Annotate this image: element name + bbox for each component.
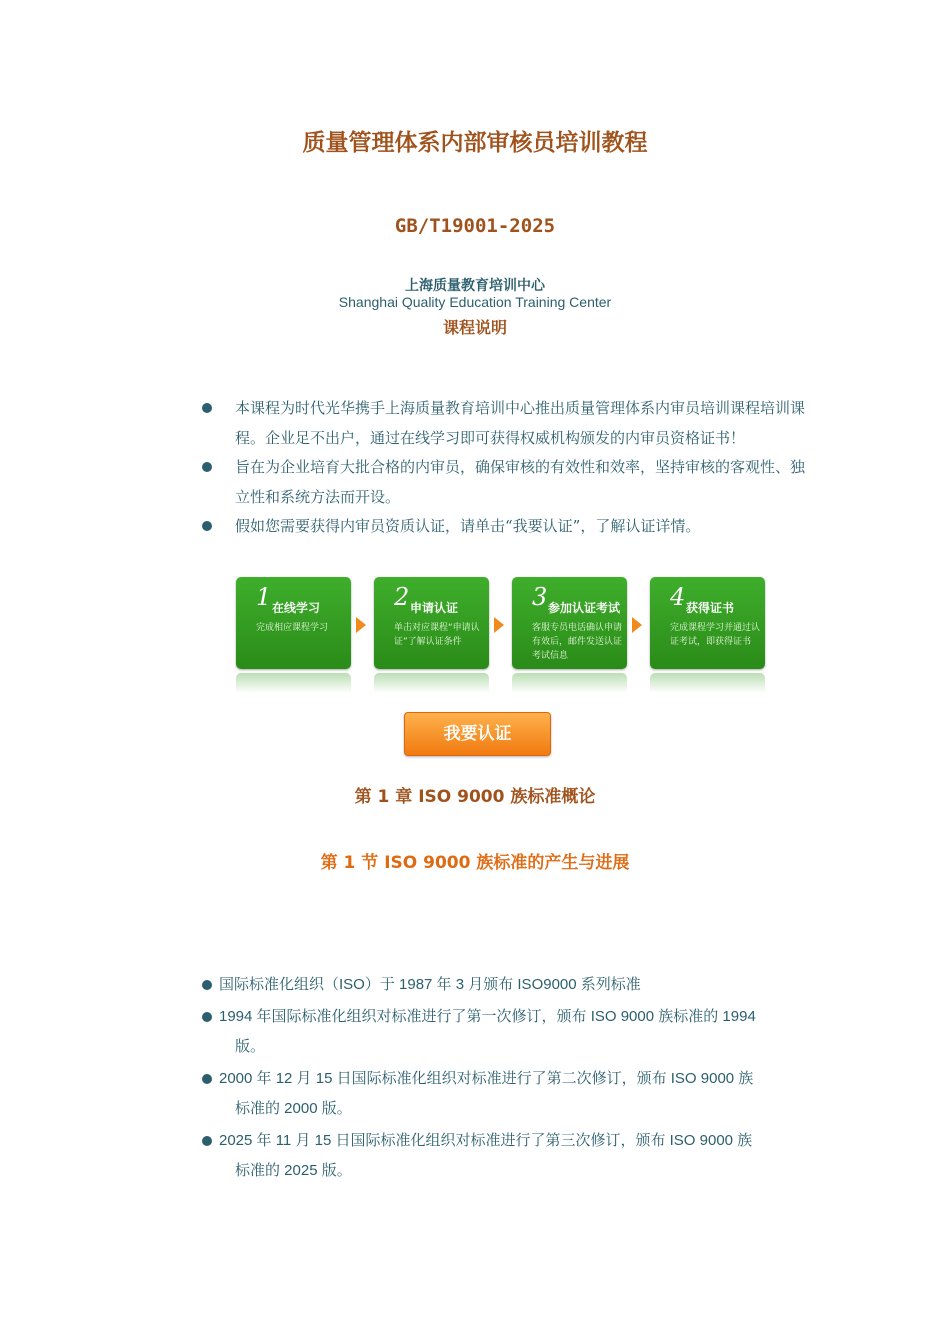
list-item: 假如您需要获得内审员资质认证，请单击“我要认证”，了解认证详情。	[202, 512, 808, 542]
intro-list	[202, 394, 808, 542]
history-list	[202, 970, 802, 1188]
standard-code: GB/T19001-2025	[394, 215, 556, 237]
list-item: 2000 年 12 月 15 日国际标准化组织对标准进行了第二次修订，颁布 ISO 9000 族 标准的 2000 版。	[202, 1064, 802, 1124]
bullet-icon	[202, 1074, 212, 1084]
list-item: 国际标准化组织（ISO）于 1987 年 3 月颁布 ISO9000 系列标准	[202, 970, 802, 1000]
document-title: 质量管理体系内部审核员培训教程	[302, 130, 648, 156]
organization-name-cn: 上海质量教育培训中心	[405, 278, 545, 294]
bullet-icon	[202, 980, 212, 990]
step-certificate: 4 获得证书 完成课程学习并通过认证考试，即获得证书	[650, 577, 765, 669]
bullet-icon	[202, 1136, 212, 1146]
list-item: 本课程为时代光华携手上海质量教育培训中心推出质量管理体系内审员培训课程培训课程。企业足不出户，通过在线学习即可获得权威机构颁发的内审员资格证书！	[202, 394, 808, 453]
chapter-heading: 第 1 章 ISO 9000 族标准概论	[354, 787, 596, 807]
certification-steps	[236, 577, 768, 695]
bullet-icon	[202, 1012, 212, 1022]
section-heading: 第 1 节 ISO 9000 族标准的产生与进展	[320, 853, 630, 873]
bullet-icon	[202, 403, 212, 413]
bullet-icon	[202, 521, 212, 531]
step-exam: 3 参加认证考试 客服专员电话确认申请有效后，邮件发送认证考试信息	[512, 577, 627, 669]
step-apply-cert: 2 申请认证 单击对应课程“申请认证”了解认证条件	[374, 577, 489, 669]
list-item: 旨在为企业培育大批合格的内审员，确保审核的有效性和效率，坚持审核的客观性、独立性和系统方法而开设。	[202, 453, 808, 512]
apply-certification-button[interactable]: 我要认证	[404, 712, 551, 756]
course-heading: 课程说明	[442, 318, 507, 337]
list-item: 2025 年 11 月 15 日国际标准化组织对标准进行了第三次修订，颁布 ISO 9000 族 标准的 2025 版。	[202, 1126, 802, 1186]
arrow-right-icon	[356, 617, 366, 633]
arrow-right-icon	[494, 617, 504, 633]
arrow-right-icon	[632, 617, 642, 633]
list-item: 1994 年国际标准化组织对标准进行了第一次修订，颁布 ISO 9000 族标准的 1994 版。	[202, 1002, 802, 1062]
organization-name-en: Shanghai Quality Education Training Center	[338, 294, 612, 310]
step-online-study: 1 在线学习 完成相应课程学习	[236, 577, 351, 669]
bullet-icon	[202, 462, 212, 472]
